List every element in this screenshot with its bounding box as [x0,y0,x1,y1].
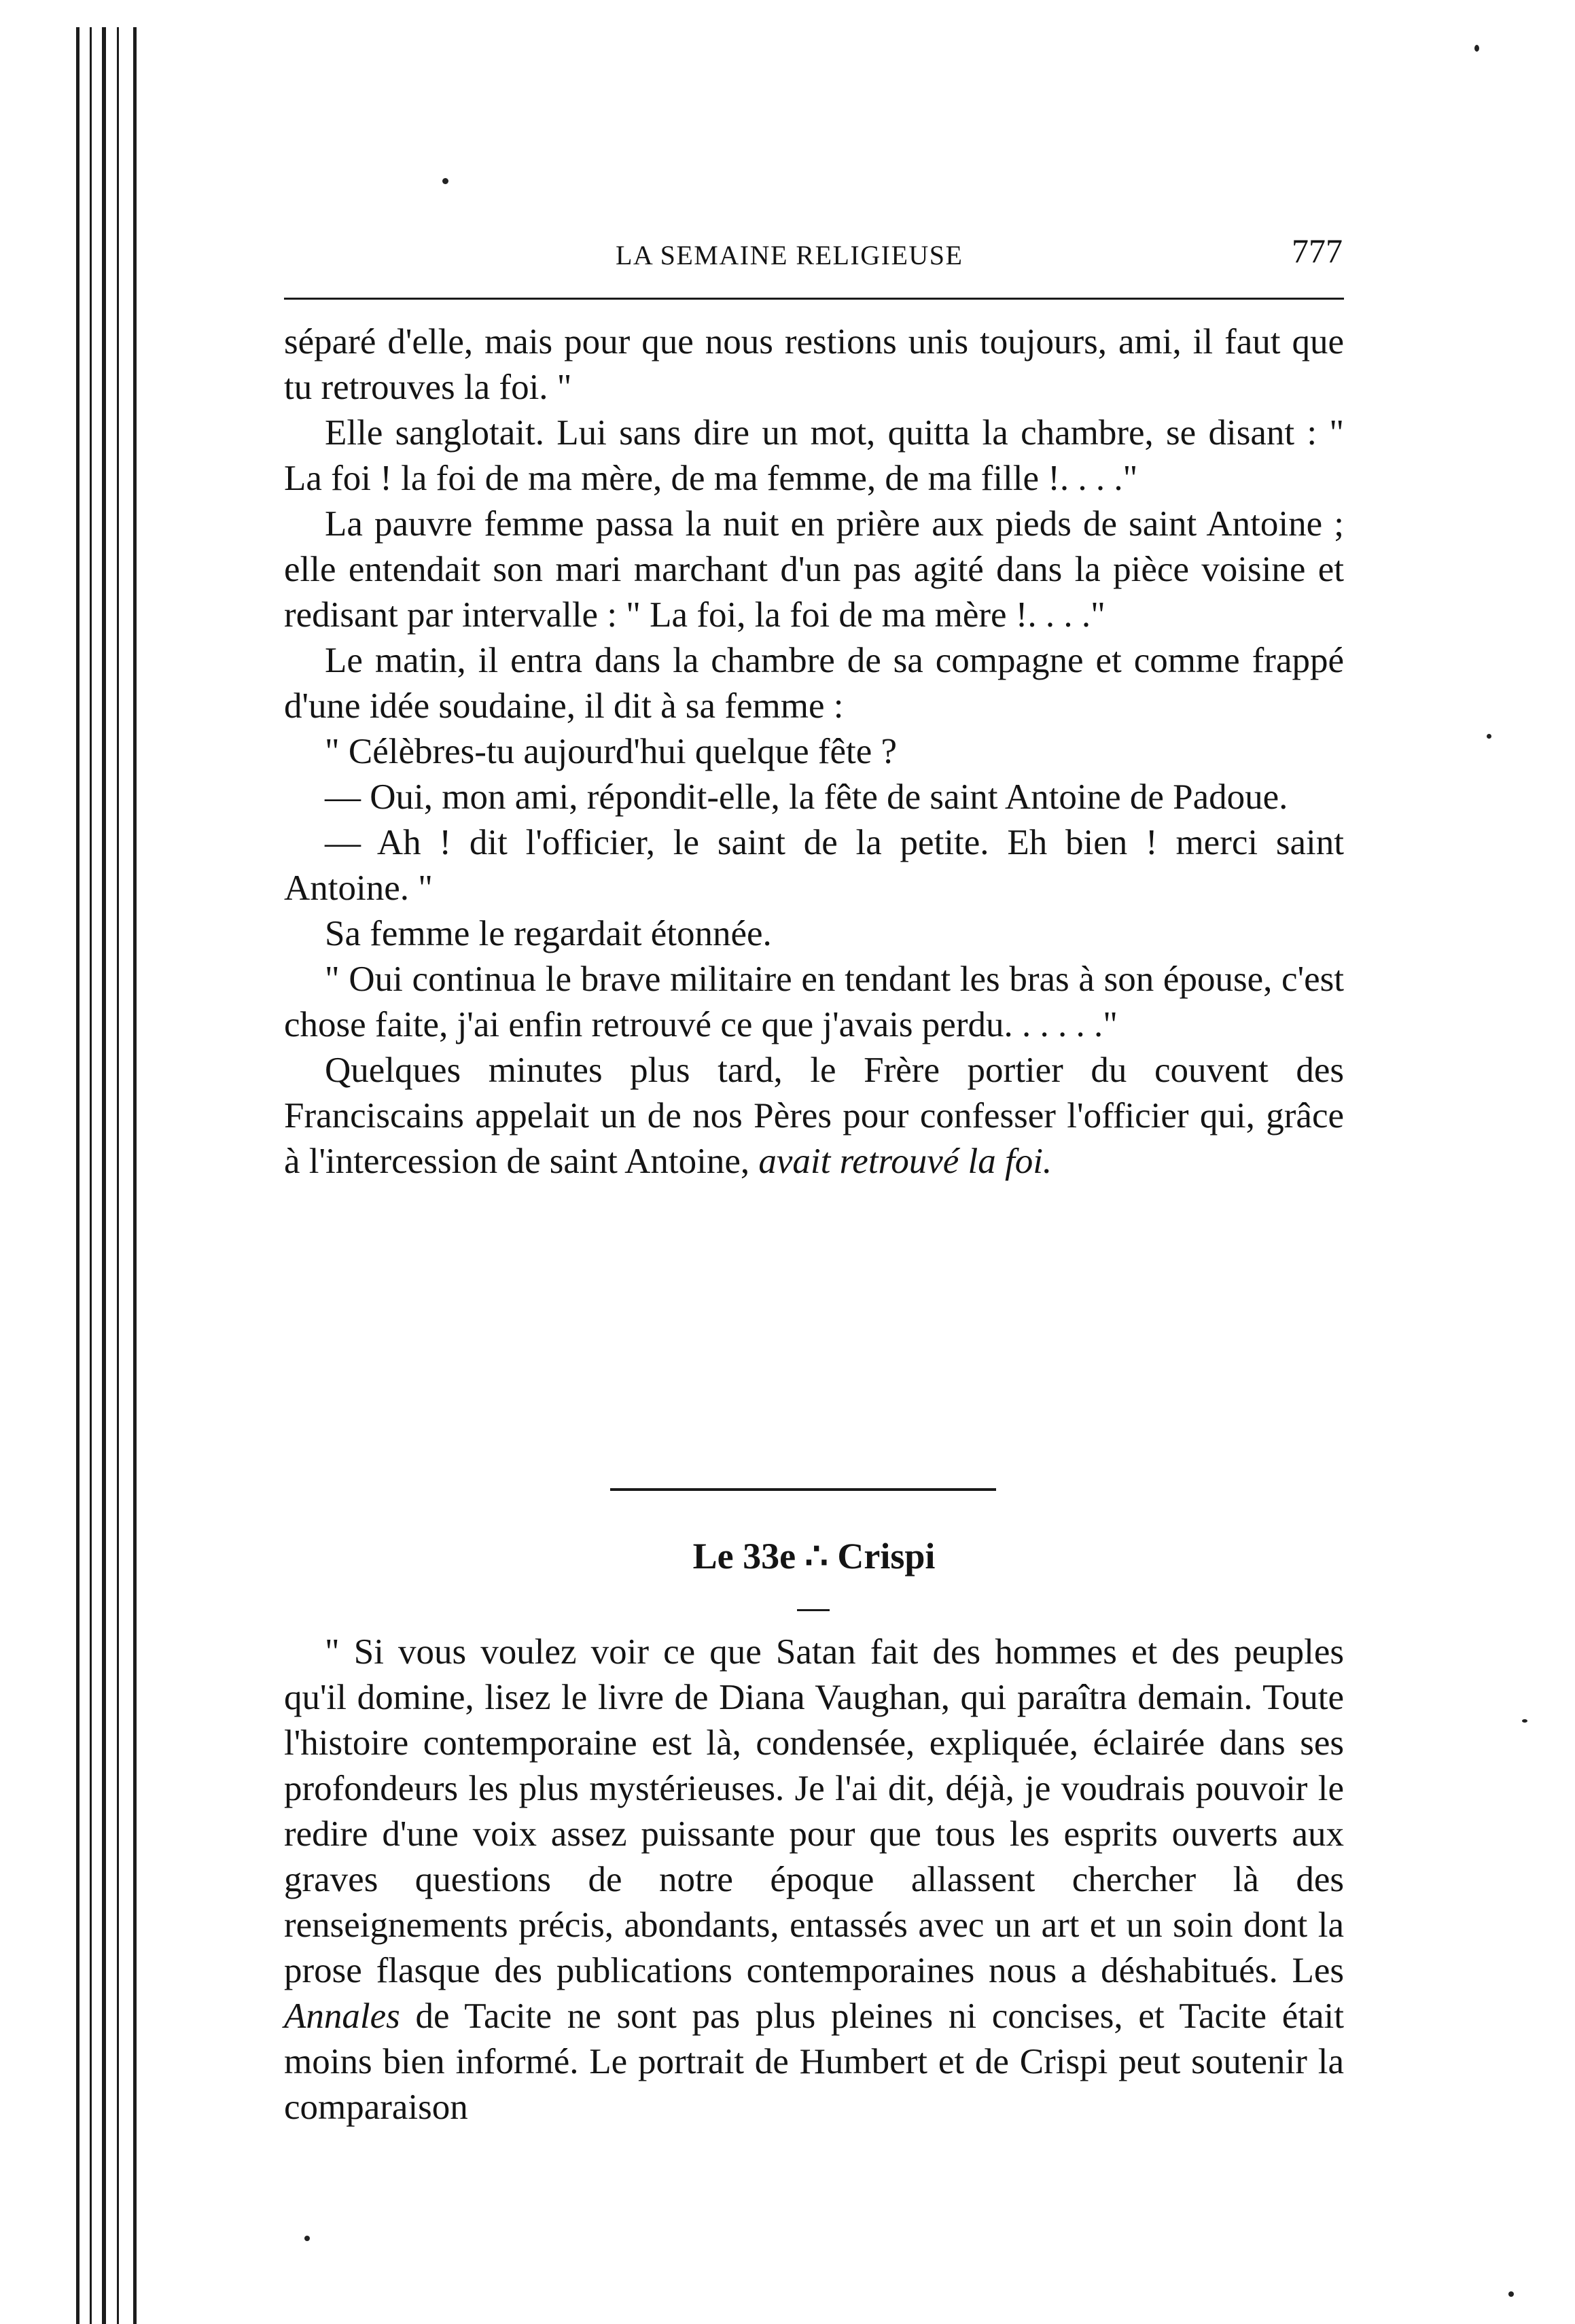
paragraph-8: Sa femme le regardait étonnée. [325,914,772,953]
section-paragraph-emphasis: Annales [284,1996,400,2036]
ink-speck [1474,45,1479,52]
section-paragraph-end: de Tacite ne sont pas plus pleines ni concises, et Tacite était moins bien informé. Le portrait de Humbert et de Crispi peut soutenir la comparaison [284,1996,1344,2127]
ink-speck [442,178,448,184]
ink-speck [1522,1719,1527,1723]
ink-speck [1508,2291,1514,2297]
paragraph-10-text: Quelques minutes plus tard, le Frère portier du couvent des Franciscains appelait un de nos Pères pour confesser l'officier qui, grâce à l'intercession de saint Antoine, [284,1051,1344,1181]
paragraph-3: La pauvre femme passa la nuit en prière aux pieds de saint Antoine ; elle entendait son mari marchant d'un pas agité dans la pièce voisine et redisant par intervalle : " La foi, la foi de ma mère !. . . ." [284,504,1344,635]
running-title: LA SEMAINE RELIGIEUSE [616,240,963,270]
page-number: 777 [1292,232,1343,270]
paragraph-2: Elle sanglotait. Lui sans dire un mot, quitta la chambre, se disant : " La foi ! la foi de ma mère, de ma femme, de ma fille !. . . ." [284,413,1344,498]
book-binding-edge [0,0,146,2324]
section-separator [610,1488,996,1491]
paragraph-4: Le matin, il entra dans la chambre de sa compagne et comme frappé d'une idée soudaine, il dit à sa femme : [284,641,1344,726]
title-dash [797,1609,830,1611]
header-rule [284,298,1344,300]
paragraph-10-emphasis: avait retrouvé la foi. [758,1142,1052,1181]
section-paragraph [284,1630,1344,2130]
paragraph-5: " Célèbres-tu aujourd'hui quelque fête ? [325,732,898,771]
body-text-top [284,319,1344,1184]
section-title: Le 33e ∴ Crispi [692,1536,936,1577]
ink-speck [304,2236,310,2241]
paragraph-6: — Oui, mon ami, répondit-elle, la fête de saint Antoine de Padoue. [325,777,1288,817]
running-header [284,232,1344,273]
paragraph-9: " Oui continua le brave militaire en tendant les bras à son épouse, c'est chose faite, j'ai enfin retrouvé ce que j'avais perdu. . . . . ." [284,959,1344,1044]
body-text-section [284,1630,1344,2130]
paragraph-1: séparé d'elle, mais pour que nous restions unis toujours, ami, il faut que tu retrouves la foi. " [284,322,1344,407]
paragraph-10 [284,1048,1344,1184]
ink-speck [1487,734,1491,739]
section-paragraph-start: " Si vous voulez voir ce que Satan fait des hommes et des peuples qu'il domine, lisez le livre de Diana Vaughan, qui paraîtra demain. Toute l'histoire contemporaine est là, condensée, expliquée, éclairée dans ses profondeurs les plus mystérieuses. Je l'ai dit, déjà, je voudrais pouvoir le redire d'une voix assez puissante pour que tous les esprits ouverts aux graves questions de notre époque allassent chercher là des renseignements précis, abondants, entassés avec un art et un soin dont la prose flasque des publications contemporaines nous a déshabitués. Les [284,1632,1344,1990]
paragraph-7: — Ah ! dit l'officier, le saint de la petite. Eh bien ! merci saint Antoine. " [284,823,1344,908]
